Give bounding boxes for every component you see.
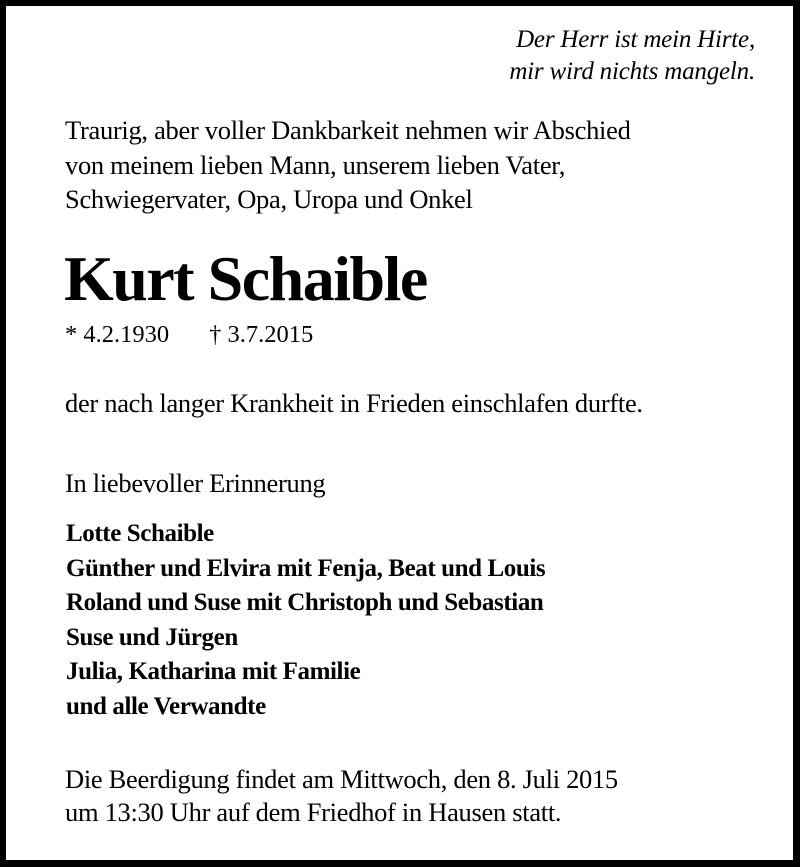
funeral-info bbox=[65, 763, 618, 829]
memory-text: In liebevoller Erinnerung bbox=[65, 468, 326, 498]
mourner-line: Lotte Schaible bbox=[66, 520, 214, 547]
bible-verse bbox=[509, 24, 755, 88]
intro-line: Schwiegervater, Opa, Uropa und Onkel bbox=[65, 184, 473, 214]
birth-date: * 4.2.1930 bbox=[65, 321, 170, 348]
verse-line: mir wird nichts mangeln. bbox=[509, 58, 755, 85]
life-dates bbox=[65, 320, 313, 350]
deceased-name: Kurt Schaible bbox=[64, 243, 427, 314]
intro-line: Traurig, aber voller Dankbarkeit nehmen wir Abschied bbox=[65, 115, 631, 145]
death-date: † 3.7.2015 bbox=[209, 321, 314, 348]
passing-text: der nach langer Krankheit in Frieden einschlafen durfte. bbox=[65, 388, 643, 418]
mourner-line: Julia, Katharina mit Familie bbox=[66, 658, 361, 686]
mourner-line: Suse und Jürgen bbox=[66, 623, 238, 651]
intro-line: von meinem lieben Mann, unserem lieben Vater, bbox=[65, 149, 566, 180]
intro-text bbox=[65, 113, 631, 217]
mourner-line: Roland und Suse mit Christoph und Sebastian bbox=[66, 589, 544, 617]
mourner-line: Günther und Elvira mit Fenja, Beat und Louis bbox=[66, 554, 546, 582]
funeral-line: Die Beerdigung findet am Mittwoch, den 8. Juli 2015 bbox=[65, 764, 618, 794]
verse-line: Der Herr ist mein Hirte, bbox=[516, 26, 755, 53]
mourners-list bbox=[66, 517, 545, 725]
funeral-line: um 13:30 Uhr auf dem Friedhof in Hausen statt. bbox=[65, 797, 562, 827]
mourner-line: und alle Verwandte bbox=[66, 692, 266, 720]
